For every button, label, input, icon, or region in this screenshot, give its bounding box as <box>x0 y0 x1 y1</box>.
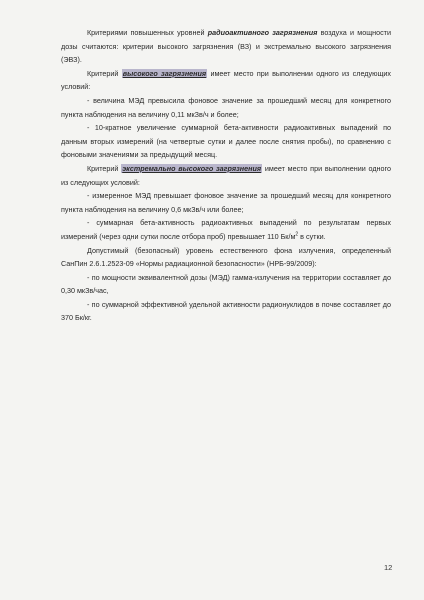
paragraph-text: - суммарная бета-активность радиоактивных выпадений по результатам первых измерений (через одни сутки после отбора проб) превышает 110 Бк/м <box>61 218 391 241</box>
list-item: - измеренное МЭД превышает фоновое значение за прошедший месяц для конкретного пункта наблюдения на величину 0,6 мкЗв/ч или более; <box>61 191 391 214</box>
paragraph-text: Критерий <box>87 163 122 173</box>
paragraph-high-pollution <box>61 67 391 94</box>
emphasis-radioactive-pollution: радиоактивного загрязнения <box>207 28 318 37</box>
list-item: - по суммарной эффективной удельной активности радионуклидов в почве составляет до 370 Бк/кг. <box>61 299 391 323</box>
document-body <box>61 26 391 325</box>
highlight-high-pollution: высокого загрязнения <box>122 68 207 78</box>
list-item: - величина МЭД превысила фоновое значение за прошедший месяц для конкретного пункта наблюдения на величину 0,11 мкЗв/ч и более; <box>61 95 391 119</box>
highlight-extreme-pollution: экстремально высокого загрязнения <box>122 163 262 173</box>
paragraph-criteria-intro <box>61 26 391 67</box>
paragraph-text: имеет место при выполнении одного из следующих условий: <box>61 163 391 187</box>
page-number: 12 <box>384 563 393 572</box>
list-item: - по мощности эквивалентной дозы (МЭД) гамма-излучения на территории составляет до 0,30 мкЗв/час, <box>61 272 391 296</box>
paragraph-text: имеет место при выполнении одного из следующих условий: <box>61 68 392 92</box>
paragraph-text: Критериями повышенных уровней <box>87 28 208 37</box>
superscript: 2 <box>295 231 299 238</box>
paragraph-text: в сутки. <box>298 231 326 241</box>
paragraph-permissible-level: Допустимый (безопасный) уровень естественного фона излучения, определенный СанПин 2.6.1.2523-09 «Нормы радиационной безопасности» (НРБ-99/2009): <box>61 245 391 269</box>
paragraph-extreme-pollution <box>61 162 391 189</box>
paragraph-text: воздуха и мощности дозы считаются: критерии высокого загрязнения (ВЗ) и экстремально высокого загрязнения (ЭВЗ). <box>61 28 391 65</box>
paragraph-text: Критерий <box>87 68 122 78</box>
list-item: - 10-кратное увеличение суммарной бета-активности радиоактивных выпадений по данным вторых измерений (на четвертые сутки и далее после снятия пробы), по сравнению с фоновыми значениями за предыдущий месяц. <box>61 123 391 160</box>
list-item <box>61 216 391 243</box>
